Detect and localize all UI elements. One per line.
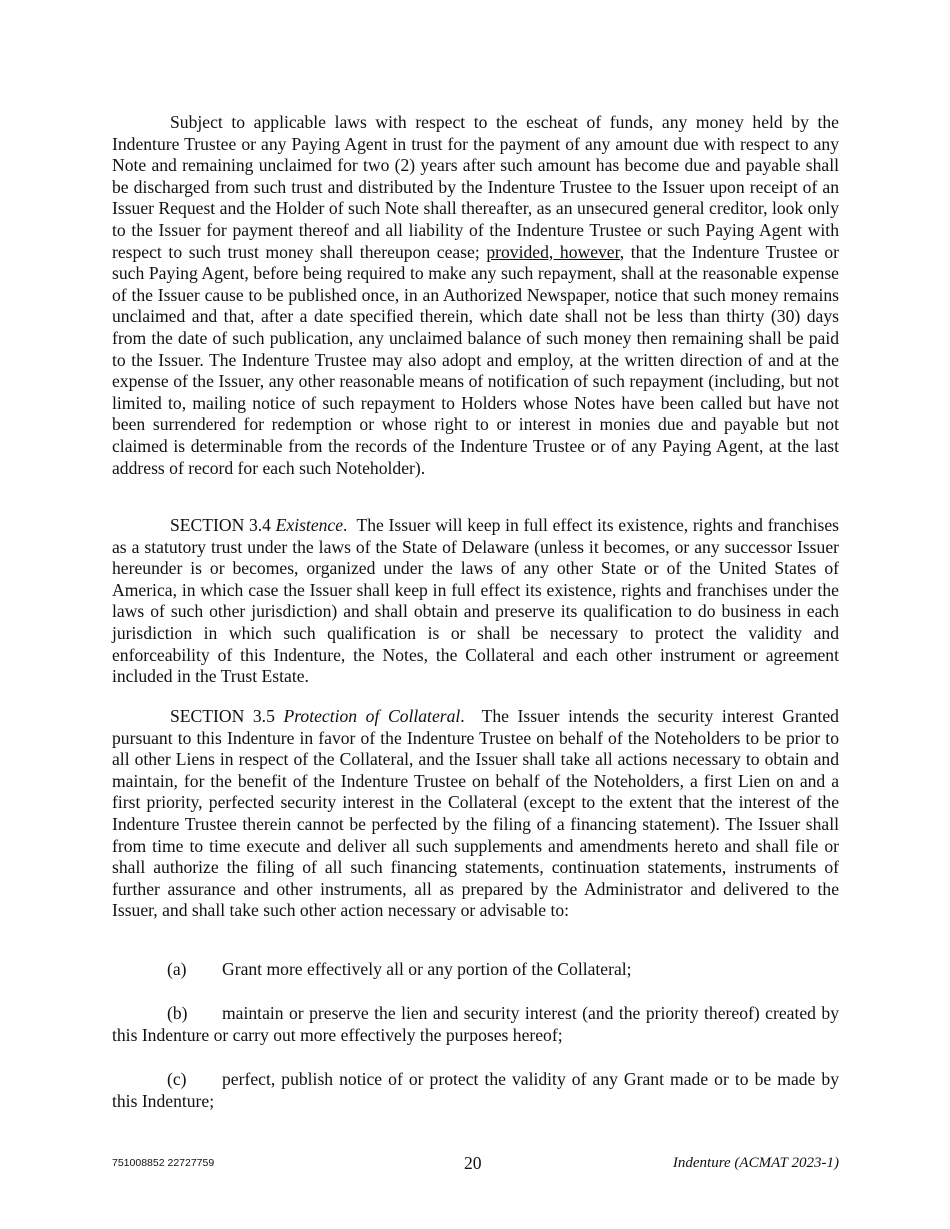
section-3-4-paragraph: SECTION 3.4 Existence. The Issuer will keep in full effect its existence, rights and franchises as a statutory trust under the laws of the State of Delaware (unless it becomes, or any successor Issuer hereunder is or becomes, organized under the laws of any other State or of the United States of America, in which case the Issuer shall keep in full effect its existence, rights and franchises under the laws of such other jurisdiction) and shall obtain and preserve its qualification to do business in each jurisdiction in which such qualification is or shall be necessary to protect the validity and enforceability of this Indenture, the Notes, the Collateral and each other instrument or agreement included in the Trust Estate. — [112, 515, 839, 687]
paragraph-1-text-a: Subject to applicable laws with respect to the escheat of funds, any money held by the Indenture Trustee or any Paying Agent in trust for the payment of any amount due with respect to any Note and remaining unclaimed for two (2) years after such amount has become due and payable shall be discharged from such trust and distributed by the Indenture Trustee to the Issuer upon receipt of an Issuer Request and the Holder of such Note shall thereafter, as an unsecured general creditor, look only to the Issuer for payment thereof and all liability of the Indenture Trustee or such Paying Agent with respect to such trust money shall thereupon cease; — [112, 112, 839, 262]
paragraph-1-text-b: , that the Indenture Trustee or such Paying Agent, before being required to make any such repayment, shall at the reasonable expense of the Issuer cause to be published once, in an Authorized Newspaper, notice that such money remains unclaimed and that, after a date specified therein, which date shall not be less than thirty (30) days from the date of such publication, any unclaimed balance of such money then remaining shall be paid to the Issuer. The Indenture Trustee may also adopt and employ, at the written direction of and at the expense of the Issuer, any other reasonable means of notification of such repayment (including, but not limited to, mailing notice of such repayment to Holders whose Notes have been called but have not been surrendered for redemption or whose right to or interest in monies due and payable but not claimed is determinable from the records of the Indenture Trustee or of any Paying Agent, at the last address of record for each such Noteholder). — [112, 241, 839, 478]
proviso-underlined: provided, however — [486, 241, 620, 262]
list-item-b-label: (b) — [167, 1003, 188, 1023]
list-item-a — [112, 959, 839, 981]
section-3-4-heading: Existence — [275, 515, 344, 535]
list-item-a-label: (a) — [167, 959, 187, 979]
section-3-4-body: The Issuer will keep in full effect its existence, rights and franchises as a statutory trust under the laws of the State of Delaware (unless it becomes, or any successor Issuer hereunder is or becomes, organized under the laws of any other State or of the United States of America, in which case the Issuer shall keep in full effect its existence, rights and franchises under the laws of such other jurisdiction) and shall obtain and preserve its qualification to do business in each jurisdiction in which such qualification is or shall be necessary to protect the validity and enforceability of this Indenture, the Notes, the Collateral and each other instrument or agreement included in the Trust Estate. — [112, 515, 839, 687]
list-item-a-text: Grant more effectively all or any portion of the Collateral; — [222, 959, 632, 979]
footer-document-title: Indenture (ACMAT 2023-1) — [672, 1155, 839, 1171]
list-item-c — [112, 1069, 839, 1112]
section-3-5-paragraph: SECTION 3.5 Protection of Collateral. The Issuer intends the security interest Granted pursuant to this Indenture in favor of the Indenture Trustee on behalf of the Noteholders to be prior to all other Liens in respect of the Collateral, and the Issuer shall take all actions necessary to obtain and maintain, for the benefit of the Indenture Trustee on behalf of the Noteholders, a first Lien on and a first priority, perfected security interest in the Collateral (except to the extent that the interest of the Indenture Trustee therein cannot be perfected by the filing of a financing statement). The Issuer shall from time to time execute and deliver all such supplements and amendments hereto and shall file or shall authorize the filing of all such financing statements, continuation statements, instruments of further assurance and other instruments, all as prepared by the Administrator and delivered to the Issuer, and shall take such other action necessary or advisable to: — [112, 706, 839, 921]
list-item-b-text: maintain or preserve the lien and security interest (and the priority thereof) created by this Indenture or carry out more effectively the purposes hereof; — [112, 1003, 839, 1045]
paragraph-unclaimed-money — [112, 112, 839, 479]
section-3-4-number: SECTION 3.4 — [170, 515, 271, 535]
section-3-5-number: SECTION 3.5 — [170, 706, 275, 726]
list-item-c-label: (c) — [167, 1069, 187, 1089]
section-3-5-body: The Issuer intends the security interest Granted pursuant to this Indenture in favor of the Indenture Trustee on behalf of the Noteholders to be prior to all other Liens in respect of the Collateral, and the Issuer shall take all actions necessary to obtain and maintain, for the benefit of the Indenture Trustee on behalf of the Noteholders, a first Lien on and a first priority, perfected security interest in the Collateral (except to the extent that the interest of the Indenture Trustee therein cannot be perfected by the filing of a financing statement). The Issuer shall from time to time execute and deliver all such supplements and amendments hereto and shall file or shall authorize the filing of all such financing statements, continuation statements, instruments of further assurance and other instruments, all as prepared by the Administrator and delivered to the Issuer, and shall take such other action necessary or advisable to: — [112, 706, 839, 921]
section-3-5-heading: Protection of Collateral — [283, 706, 461, 726]
footer-document-id: 751008852 22727759 — [112, 1157, 215, 1169]
page-footer — [112, 1153, 839, 1177]
footer-page-number: 20 — [464, 1153, 482, 1173]
list-item-c-text: perfect, publish notice of or protect the validity of any Grant made or to be made by this Indenture; — [112, 1069, 839, 1111]
list-item-b — [112, 1003, 839, 1046]
